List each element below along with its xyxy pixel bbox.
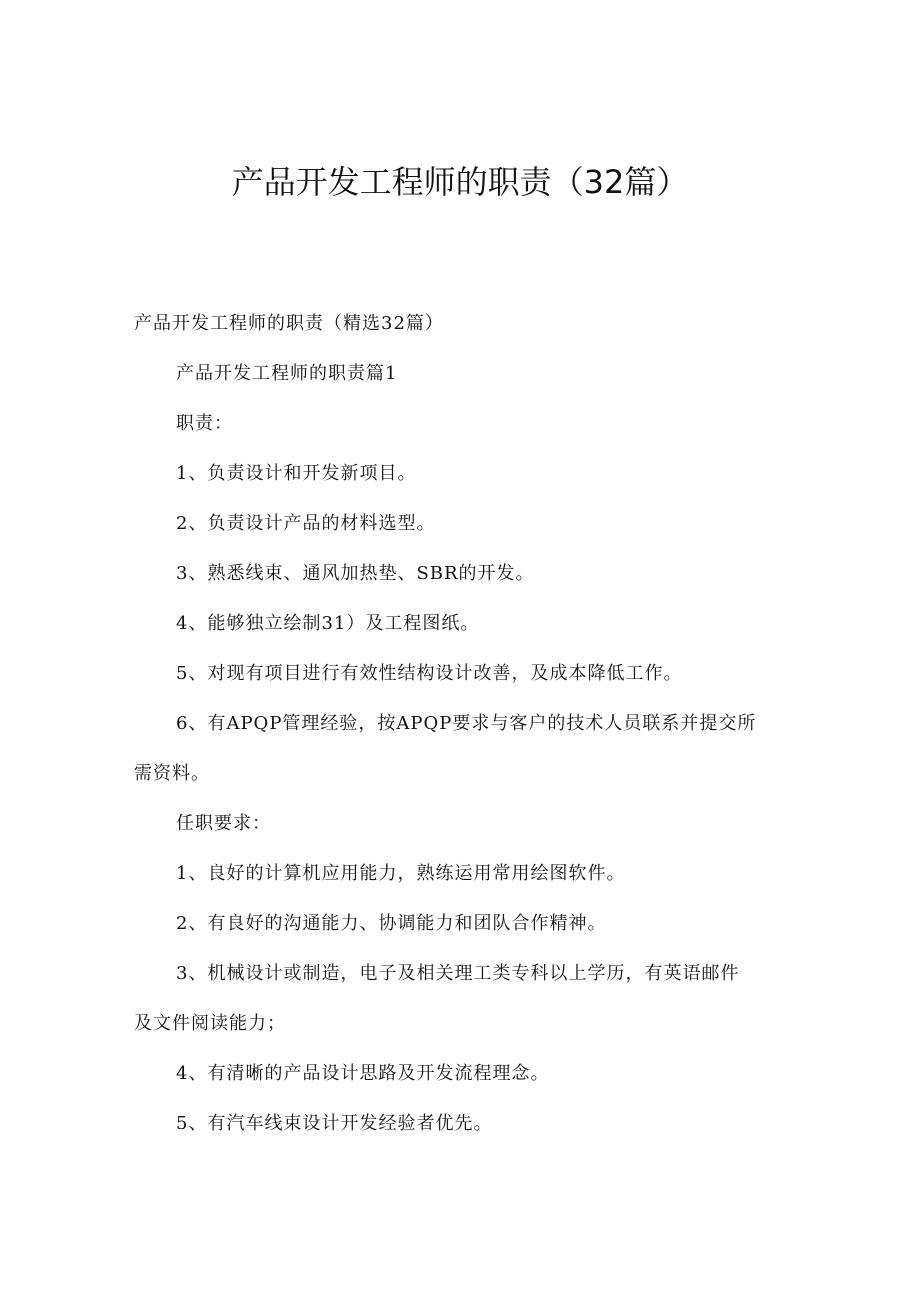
duty-item: 1、负责设计和开发新项目。 [176, 463, 417, 484]
duty-item: 4、能够独立绘制31）及工程图纸。 [176, 613, 480, 634]
duty-item-6-line1: 6、有APQP管理经验，按APQP要求与客户的技术人员联系并提交所 [176, 713, 757, 734]
duty-item-6-line2: 需资料。 [134, 763, 210, 784]
requirements-label: 任职要求： [176, 813, 271, 834]
duty-item: 2、负责设计产品的材料选型。 [176, 513, 436, 534]
duty-item: 3、熟悉线束、通风加热垫、SBR的开发。 [176, 563, 535, 584]
document-title: 产品开发工程师的职责（32篇） [231, 163, 689, 201]
document-body [0, 299, 920, 1149]
section-heading: 产品开发工程师的职责篇1 [176, 363, 398, 384]
requirement-item: 4、有清晰的产品设计思路及开发流程理念。 [176, 1063, 550, 1084]
document-subtitle: 产品开发工程师的职责（精选32篇） [134, 313, 444, 334]
requirement-item: 1、良好的计算机应用能力，熟练运用常用绘图软件。 [176, 863, 626, 884]
requirement-item-3-line1: 3、机械设计或制造，电子及相关理工类专科以上学历，有英语邮件 [176, 963, 740, 984]
requirement-item: 2、有良好的沟通能力、协调能力和团队合作精神。 [176, 913, 607, 934]
requirement-item-3-line2: 及文件阅读能力； [134, 1013, 286, 1034]
requirement-item: 5、有汽车线束设计开发经验者优先。 [176, 1113, 493, 1134]
duties-label: 职责： [176, 413, 233, 434]
duty-item: 5、对现有项目进行有效性结构设计改善，及成本降低工作。 [176, 663, 683, 684]
